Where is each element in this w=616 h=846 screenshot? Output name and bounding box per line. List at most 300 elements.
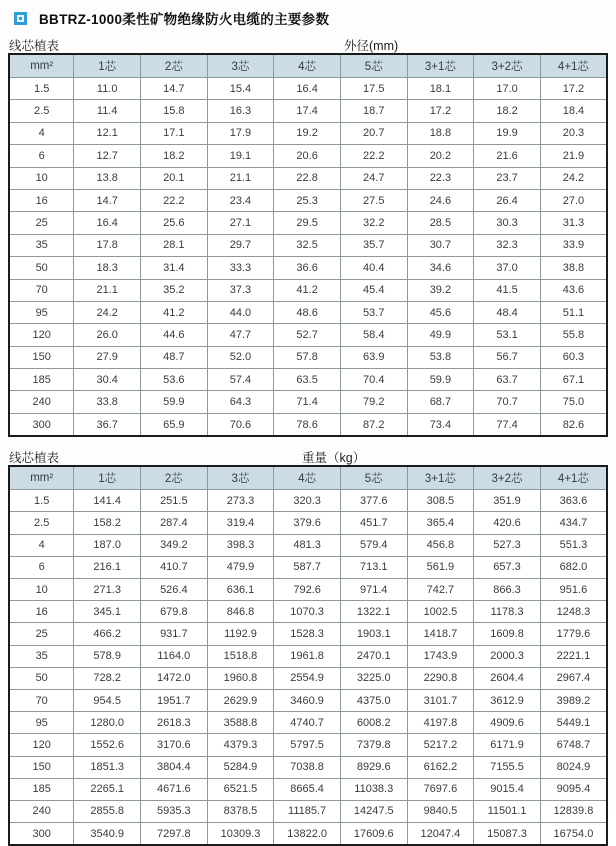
table-row	[9, 667, 607, 689]
table-row	[9, 645, 607, 667]
value-cell: 951.6	[540, 579, 607, 601]
value-cell: 728.2	[74, 667, 141, 689]
cross-section-cell: 6	[9, 556, 74, 578]
weight-label-row	[8, 448, 608, 464]
core-spec-label: 线芯植表	[9, 39, 60, 53]
value-cell: 3804.4	[141, 756, 208, 778]
value-cell: 22.2	[141, 189, 208, 211]
value-cell: 11501.1	[474, 800, 541, 822]
value-cell: 11185.7	[274, 800, 341, 822]
cross-section-cell: 120	[9, 324, 74, 346]
value-cell: 17.5	[340, 78, 407, 100]
value-cell: 679.8	[141, 601, 208, 623]
value-cell: 25.3	[274, 189, 341, 211]
value-cell: 3588.8	[207, 712, 274, 734]
value-cell: 1164.0	[141, 645, 208, 667]
table-header-cell: 5芯	[340, 54, 407, 78]
value-cell: 21.1	[207, 167, 274, 189]
table-row	[9, 212, 607, 234]
table-header-cell: 4芯	[274, 466, 341, 490]
table-row	[9, 369, 607, 391]
value-cell: 39.2	[407, 279, 474, 301]
value-cell: 14.7	[141, 78, 208, 100]
value-cell: 17.4	[274, 100, 341, 122]
cross-section-cell: 240	[9, 800, 74, 822]
value-cell: 56.7	[474, 346, 541, 368]
value-cell: 59.9	[141, 391, 208, 413]
value-cell: 579.4	[340, 534, 407, 556]
value-cell: 2629.9	[207, 689, 274, 711]
value-cell: 20.7	[340, 122, 407, 144]
table-row	[9, 778, 607, 800]
value-cell: 70.4	[340, 369, 407, 391]
value-cell: 792.6	[274, 579, 341, 601]
value-cell: 26.0	[74, 324, 141, 346]
value-cell: 48.7	[141, 346, 208, 368]
value-cell: 5284.9	[207, 756, 274, 778]
value-cell: 319.4	[207, 512, 274, 534]
value-cell: 1961.8	[274, 645, 341, 667]
value-cell: 37.3	[207, 279, 274, 301]
value-cell: 6171.9	[474, 734, 541, 756]
value-cell: 1002.5	[407, 601, 474, 623]
value-cell: 51.1	[540, 301, 607, 323]
value-cell: 846.8	[207, 601, 274, 623]
value-cell: 320.3	[274, 490, 341, 512]
value-cell: 657.3	[474, 556, 541, 578]
core-spec-label: 线芯植表	[9, 451, 60, 466]
cross-section-cell: 1.5	[9, 78, 74, 100]
table-row	[9, 556, 607, 578]
value-cell: 1528.3	[274, 623, 341, 645]
table-header-cell: 4+1芯	[540, 466, 607, 490]
value-cell: 33.3	[207, 257, 274, 279]
table-row	[9, 756, 607, 778]
value-cell: 52.0	[207, 346, 274, 368]
value-cell: 682.0	[540, 556, 607, 578]
value-cell: 9840.5	[407, 800, 474, 822]
table-row	[9, 346, 607, 368]
value-cell: 21.9	[540, 145, 607, 167]
value-cell: 2618.3	[141, 712, 208, 734]
cross-section-cell: 150	[9, 756, 74, 778]
table-header-cell: mm²	[9, 466, 74, 490]
value-cell: 36.7	[74, 413, 141, 436]
value-cell: 216.1	[74, 556, 141, 578]
value-cell: 551.3	[540, 534, 607, 556]
value-cell: 251.5	[141, 490, 208, 512]
outer-diameter-table	[8, 53, 608, 437]
value-cell: 78.6	[274, 413, 341, 436]
value-cell: 34.6	[407, 257, 474, 279]
value-cell: 53.8	[407, 346, 474, 368]
value-cell: 12.1	[74, 122, 141, 144]
value-cell: 77.4	[474, 413, 541, 436]
value-cell: 11038.3	[340, 778, 407, 800]
table-header-cell: 2芯	[141, 466, 208, 490]
value-cell: 30.3	[474, 212, 541, 234]
value-cell: 23.7	[474, 167, 541, 189]
value-cell: 53.1	[474, 324, 541, 346]
value-cell: 1322.1	[340, 601, 407, 623]
table-header-row	[9, 466, 607, 490]
cross-section-cell: 35	[9, 645, 74, 667]
value-cell: 7155.5	[474, 756, 541, 778]
value-cell: 1951.7	[141, 689, 208, 711]
title-row	[14, 9, 608, 27]
value-cell: 1472.0	[141, 667, 208, 689]
value-cell: 8378.5	[207, 800, 274, 822]
value-cell: 21.6	[474, 145, 541, 167]
value-cell: 57.4	[207, 369, 274, 391]
value-cell: 5797.5	[274, 734, 341, 756]
value-cell: 18.4	[540, 100, 607, 122]
value-cell: 12839.8	[540, 800, 607, 822]
value-cell: 1192.9	[207, 623, 274, 645]
value-cell: 13.8	[74, 167, 141, 189]
value-cell: 6162.2	[407, 756, 474, 778]
value-cell: 21.1	[74, 279, 141, 301]
weight-unit-label: 重量（kg）	[302, 451, 366, 466]
value-cell: 479.9	[207, 556, 274, 578]
value-cell: 20.3	[540, 122, 607, 144]
value-cell: 187.0	[74, 534, 141, 556]
value-cell: 1248.3	[540, 601, 607, 623]
cross-section-cell: 16	[9, 601, 74, 623]
value-cell: 481.3	[274, 534, 341, 556]
table-row	[9, 823, 607, 846]
value-cell: 20.6	[274, 145, 341, 167]
table-row	[9, 490, 607, 512]
value-cell: 17.0	[474, 78, 541, 100]
value-cell: 32.5	[274, 234, 341, 256]
table-header-cell: 3+1芯	[407, 466, 474, 490]
table-row	[9, 100, 607, 122]
cross-section-cell: 70	[9, 689, 74, 711]
value-cell: 8665.4	[274, 778, 341, 800]
value-cell: 70.7	[474, 391, 541, 413]
bullet-inner-square	[17, 15, 24, 22]
value-cell: 1609.8	[474, 623, 541, 645]
value-cell: 28.5	[407, 212, 474, 234]
value-cell: 971.4	[340, 579, 407, 601]
value-cell: 48.4	[474, 301, 541, 323]
value-cell: 25.6	[141, 212, 208, 234]
value-cell: 41.2	[141, 301, 208, 323]
value-cell: 2470.1	[340, 645, 407, 667]
cross-section-cell: 70	[9, 279, 74, 301]
table-row	[9, 145, 607, 167]
value-cell: 6748.7	[540, 734, 607, 756]
value-cell: 8929.6	[340, 756, 407, 778]
cross-section-cell: 240	[9, 391, 74, 413]
value-cell: 1070.3	[274, 601, 341, 623]
value-cell: 345.1	[74, 601, 141, 623]
value-cell: 32.2	[340, 212, 407, 234]
value-cell: 6521.5	[207, 778, 274, 800]
value-cell: 18.3	[74, 257, 141, 279]
blue-square-bullet-icon	[14, 12, 27, 25]
value-cell: 10309.3	[207, 823, 274, 846]
table-row	[9, 534, 607, 556]
cross-section-cell: 120	[9, 734, 74, 756]
value-cell: 71.4	[274, 391, 341, 413]
value-cell: 24.7	[340, 167, 407, 189]
value-cell: 14.7	[74, 189, 141, 211]
cross-section-cell: 10	[9, 579, 74, 601]
value-cell: 20.1	[141, 167, 208, 189]
value-cell: 5217.2	[407, 734, 474, 756]
value-cell: 3540.9	[74, 823, 141, 846]
value-cell: 398.3	[207, 534, 274, 556]
value-cell: 8024.9	[540, 756, 607, 778]
table-header-cell: 3芯	[207, 466, 274, 490]
value-cell: 57.8	[274, 346, 341, 368]
value-cell: 45.6	[407, 301, 474, 323]
value-cell: 79.2	[340, 391, 407, 413]
value-cell: 31.3	[540, 212, 607, 234]
outer-diameter-unit-label: 外径(mm)	[344, 39, 399, 53]
cross-section-cell: 95	[9, 301, 74, 323]
value-cell: 365.4	[407, 512, 474, 534]
value-cell: 5935.3	[141, 800, 208, 822]
value-cell: 5449.1	[540, 712, 607, 734]
value-cell: 12047.4	[407, 823, 474, 846]
value-cell: 55.8	[540, 324, 607, 346]
value-cell: 67.1	[540, 369, 607, 391]
value-cell: 587.7	[274, 556, 341, 578]
value-cell: 351.9	[474, 490, 541, 512]
cross-section-cell: 150	[9, 346, 74, 368]
table-header-cell: 2芯	[141, 54, 208, 78]
cross-section-cell: 35	[9, 234, 74, 256]
value-cell: 410.7	[141, 556, 208, 578]
value-cell: 271.3	[74, 579, 141, 601]
value-cell: 37.0	[474, 257, 541, 279]
table-row	[9, 391, 607, 413]
table-row	[9, 623, 607, 645]
value-cell: 30.7	[407, 234, 474, 256]
value-cell: 2265.1	[74, 778, 141, 800]
value-cell: 3101.7	[407, 689, 474, 711]
value-cell: 27.0	[540, 189, 607, 211]
value-cell: 41.5	[474, 279, 541, 301]
value-cell: 53.6	[141, 369, 208, 391]
value-cell: 1178.3	[474, 601, 541, 623]
value-cell: 22.8	[274, 167, 341, 189]
cross-section-cell: 50	[9, 257, 74, 279]
value-cell: 379.6	[274, 512, 341, 534]
value-cell: 1851.3	[74, 756, 141, 778]
value-cell: 4375.0	[340, 689, 407, 711]
value-cell: 30.4	[74, 369, 141, 391]
value-cell: 17.2	[540, 78, 607, 100]
value-cell: 2855.8	[74, 800, 141, 822]
value-cell: 45.4	[340, 279, 407, 301]
value-cell: 6008.2	[340, 712, 407, 734]
cross-section-cell: 16	[9, 189, 74, 211]
table-row	[9, 712, 607, 734]
value-cell: 17609.6	[340, 823, 407, 846]
value-cell: 11.4	[74, 100, 141, 122]
table-row	[9, 122, 607, 144]
value-cell: 578.9	[74, 645, 141, 667]
cross-section-cell: 300	[9, 823, 74, 846]
value-cell: 24.2	[540, 167, 607, 189]
value-cell: 2221.1	[540, 645, 607, 667]
cross-section-cell: 4	[9, 534, 74, 556]
value-cell: 527.3	[474, 534, 541, 556]
value-cell: 58.4	[340, 324, 407, 346]
value-cell: 1552.6	[74, 734, 141, 756]
value-cell: 866.3	[474, 579, 541, 601]
value-cell: 24.6	[407, 189, 474, 211]
value-cell: 47.7	[207, 324, 274, 346]
cross-section-cell: 2.5	[9, 512, 74, 534]
table-row	[9, 734, 607, 756]
value-cell: 15087.3	[474, 823, 541, 846]
value-cell: 31.4	[141, 257, 208, 279]
value-cell: 29.7	[207, 234, 274, 256]
value-cell: 273.3	[207, 490, 274, 512]
value-cell: 7697.6	[407, 778, 474, 800]
cross-section-cell: 185	[9, 369, 74, 391]
value-cell: 4740.7	[274, 712, 341, 734]
value-cell: 16.4	[74, 212, 141, 234]
value-cell: 33.9	[540, 234, 607, 256]
value-cell: 18.2	[141, 145, 208, 167]
value-cell: 68.7	[407, 391, 474, 413]
value-cell: 17.9	[207, 122, 274, 144]
value-cell: 17.8	[74, 234, 141, 256]
value-cell: 420.6	[474, 512, 541, 534]
value-cell: 141.4	[74, 490, 141, 512]
value-cell: 59.9	[407, 369, 474, 391]
cross-section-cell: 2.5	[9, 100, 74, 122]
cross-section-cell: 185	[9, 778, 74, 800]
value-cell: 14247.5	[340, 800, 407, 822]
table-header-cell: 1芯	[74, 54, 141, 78]
table-row	[9, 279, 607, 301]
value-cell: 1779.6	[540, 623, 607, 645]
page-title: BBTRZ-1000柔性矿物绝缘防火电缆的主要参数	[39, 12, 330, 27]
value-cell: 19.9	[474, 122, 541, 144]
value-cell: 451.7	[340, 512, 407, 534]
value-cell: 70.6	[207, 413, 274, 436]
value-cell: 22.3	[407, 167, 474, 189]
cross-section-cell: 1.5	[9, 490, 74, 512]
value-cell: 60.3	[540, 346, 607, 368]
value-cell: 3225.0	[340, 667, 407, 689]
value-cell: 40.4	[340, 257, 407, 279]
value-cell: 63.9	[340, 346, 407, 368]
value-cell: 7038.8	[274, 756, 341, 778]
value-cell: 28.1	[141, 234, 208, 256]
value-cell: 4671.6	[141, 778, 208, 800]
value-cell: 1960.8	[207, 667, 274, 689]
cross-section-cell: 10	[9, 167, 74, 189]
value-cell: 27.1	[207, 212, 274, 234]
value-cell: 377.6	[340, 490, 407, 512]
value-cell: 64.3	[207, 391, 274, 413]
value-cell: 65.9	[141, 413, 208, 436]
value-cell: 35.7	[340, 234, 407, 256]
table-row	[9, 189, 607, 211]
value-cell: 4379.3	[207, 734, 274, 756]
table-row	[9, 800, 607, 822]
cross-section-cell: 300	[9, 413, 74, 436]
table-row	[9, 579, 607, 601]
table-row	[9, 689, 607, 711]
value-cell: 49.9	[407, 324, 474, 346]
value-cell: 20.2	[407, 145, 474, 167]
table-header-row	[9, 54, 607, 78]
table-header-cell: mm²	[9, 54, 74, 78]
value-cell: 17.1	[141, 122, 208, 144]
value-cell: 456.8	[407, 534, 474, 556]
cross-section-cell: 50	[9, 667, 74, 689]
value-cell: 82.6	[540, 413, 607, 436]
value-cell: 19.1	[207, 145, 274, 167]
value-cell: 1280.0	[74, 712, 141, 734]
value-cell: 63.5	[274, 369, 341, 391]
table-row	[9, 601, 607, 623]
value-cell: 1518.8	[207, 645, 274, 667]
value-cell: 17.2	[407, 100, 474, 122]
value-cell: 713.1	[340, 556, 407, 578]
value-cell: 3612.9	[474, 689, 541, 711]
value-cell: 16.4	[274, 78, 341, 100]
value-cell: 3460.9	[274, 689, 341, 711]
value-cell: 287.4	[141, 512, 208, 534]
value-cell: 29.5	[274, 212, 341, 234]
outer-diameter-label-row	[8, 36, 608, 52]
cross-section-cell: 6	[9, 145, 74, 167]
value-cell: 4909.6	[474, 712, 541, 734]
value-cell: 13822.0	[274, 823, 341, 846]
table-header-cell: 1芯	[74, 466, 141, 490]
value-cell: 18.8	[407, 122, 474, 144]
value-cell: 18.1	[407, 78, 474, 100]
table-row	[9, 413, 607, 436]
value-cell: 2967.4	[540, 667, 607, 689]
value-cell: 36.6	[274, 257, 341, 279]
value-cell: 27.5	[340, 189, 407, 211]
value-cell: 53.7	[340, 301, 407, 323]
value-cell: 363.6	[540, 490, 607, 512]
table-row	[9, 78, 607, 100]
value-cell: 636.1	[207, 579, 274, 601]
value-cell: 2290.8	[407, 667, 474, 689]
value-cell: 466.2	[74, 623, 141, 645]
value-cell: 33.8	[74, 391, 141, 413]
table-row	[9, 234, 607, 256]
value-cell: 9095.4	[540, 778, 607, 800]
table-header-cell: 3芯	[207, 54, 274, 78]
value-cell: 9015.4	[474, 778, 541, 800]
value-cell: 18.7	[340, 100, 407, 122]
value-cell: 434.7	[540, 512, 607, 534]
value-cell: 32.3	[474, 234, 541, 256]
value-cell: 19.2	[274, 122, 341, 144]
value-cell: 44.6	[141, 324, 208, 346]
value-cell: 3170.6	[141, 734, 208, 756]
value-cell: 7379.8	[340, 734, 407, 756]
value-cell: 2604.4	[474, 667, 541, 689]
value-cell: 1903.1	[340, 623, 407, 645]
value-cell: 52.7	[274, 324, 341, 346]
value-cell: 63.7	[474, 369, 541, 391]
